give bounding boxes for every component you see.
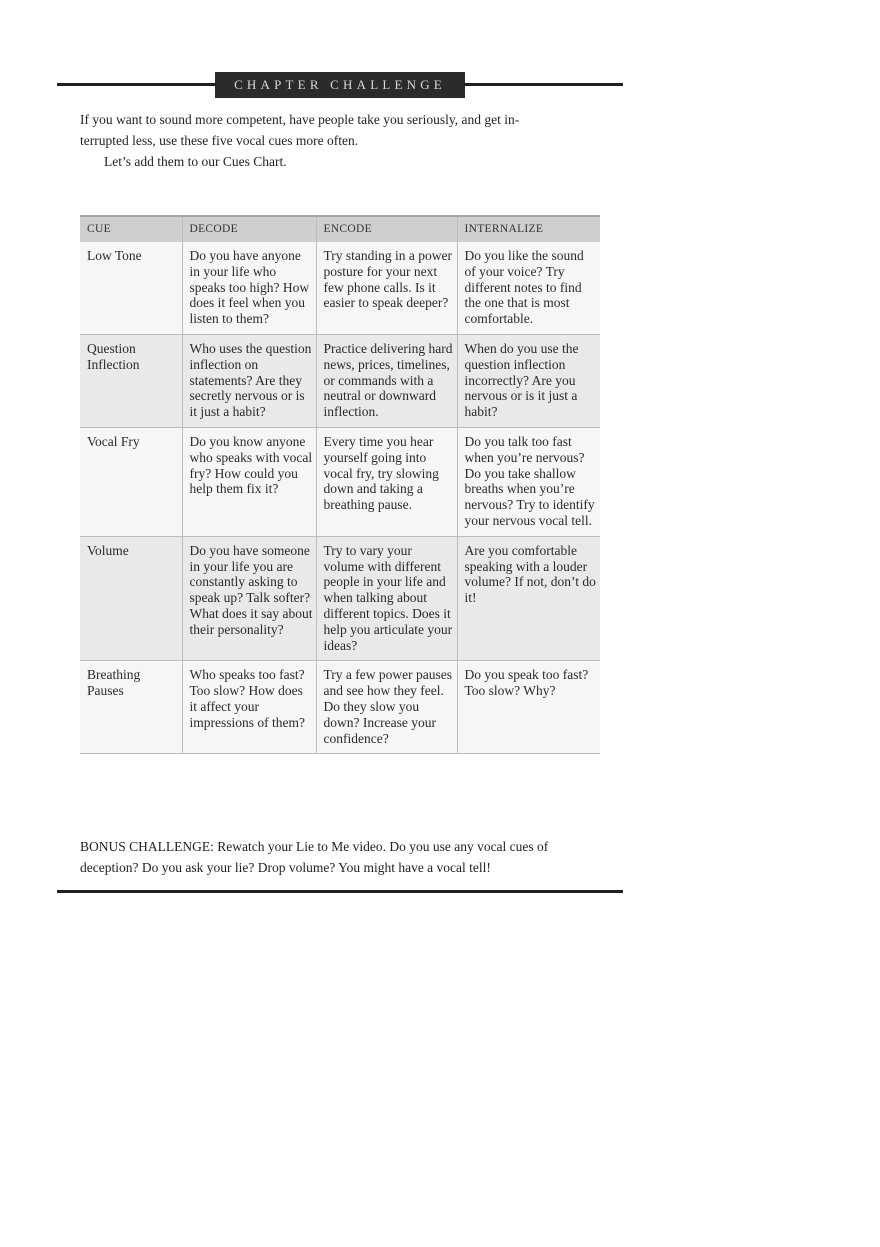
encode-cell: Every time you hear yourself going into vocal fry, try slowing down and taking a breathing pause. — [316, 427, 457, 536]
chapter-challenge-banner: CHAPTER CHALLENGE — [215, 72, 465, 98]
table-row — [80, 427, 600, 536]
header-encode: ENCODE — [316, 216, 457, 242]
table-row — [80, 661, 600, 754]
cue-cell: Vocal Fry — [80, 427, 182, 536]
cue-cell: Volume — [80, 536, 182, 661]
intro-followup: Let’s add them to our Cues Chart. — [104, 154, 287, 169]
cues-chart-table — [80, 215, 600, 754]
encode-cell: Try to vary your volume with different people in your life and when talking about different topics. Does it help you articulate your ideas? — [316, 536, 457, 661]
table-row — [80, 242, 600, 334]
cue-cell: Low Tone — [80, 242, 182, 334]
encode-cell: Practice delivering hard news, prices, timelines, or commands with a neutral or downward inflection. — [316, 334, 457, 427]
table-header-row — [80, 216, 600, 242]
table-row — [80, 334, 600, 427]
internalize-cell: Do you speak too fast? Too slow? Why? — [457, 661, 600, 754]
internalize-cell: Do you like the sound of your voice? Try different notes to find the one that is most comfortable. — [457, 242, 600, 334]
table-row — [80, 536, 600, 661]
decode-cell: Do you have someone in your life you are constantly asking to speak up? Talk softer? What does it say about their personality? — [182, 536, 316, 661]
cue-cell: Breathing Pauses — [80, 661, 182, 754]
encode-cell: Try standing in a power posture for your next few phone calls. Is it easier to speak deeper? — [316, 242, 457, 334]
internalize-cell: When do you use the question inflection incorrectly? Are you nervous or is it just a habit? — [457, 334, 600, 427]
header-internalize: INTERNALIZE — [457, 216, 600, 242]
bonus-challenge-text: BONUS CHALLENGE: Rewatch your Lie to Me video. Do you use any vocal cues of deception? Do you ask your lie? Drop volume? You might have a vocal tell! — [80, 839, 549, 875]
decode-cell: Who uses the question inflection on statements? Are they secretly nervous or is it just a habit? — [182, 334, 316, 427]
internalize-cell: Do you talk too fast when you’re nervous? Do you take shallow breaths when you’re nervous? Try to identify your nervous vocal tell. — [457, 427, 600, 536]
internalize-cell: Are you comfortable speaking with a louder volume? If not, don’t do it! — [457, 536, 600, 661]
header-cue: CUE — [80, 216, 182, 242]
encode-cell: Try a few power pauses and see how they feel. Do they slow you down? Increase your confidence? — [316, 661, 457, 754]
decode-cell: Do you have anyone in your life who speaks too high? How does it feel when you listen to them? — [182, 242, 316, 334]
decode-cell: Who speaks too fast? Too slow? How does it affect your impressions of them? — [182, 661, 316, 754]
header-decode: DECODE — [182, 216, 316, 242]
intro-text — [80, 109, 540, 172]
intro-paragraph: If you want to sound more competent, have people take you seriously, and get in-terrupted less, use these five vocal cues more often. — [80, 112, 520, 148]
bottom-rule — [57, 890, 623, 893]
cue-cell: Question Inflection — [80, 334, 182, 427]
decode-cell: Do you know anyone who speaks with vocal fry? How could you help them fix it? — [182, 427, 316, 536]
